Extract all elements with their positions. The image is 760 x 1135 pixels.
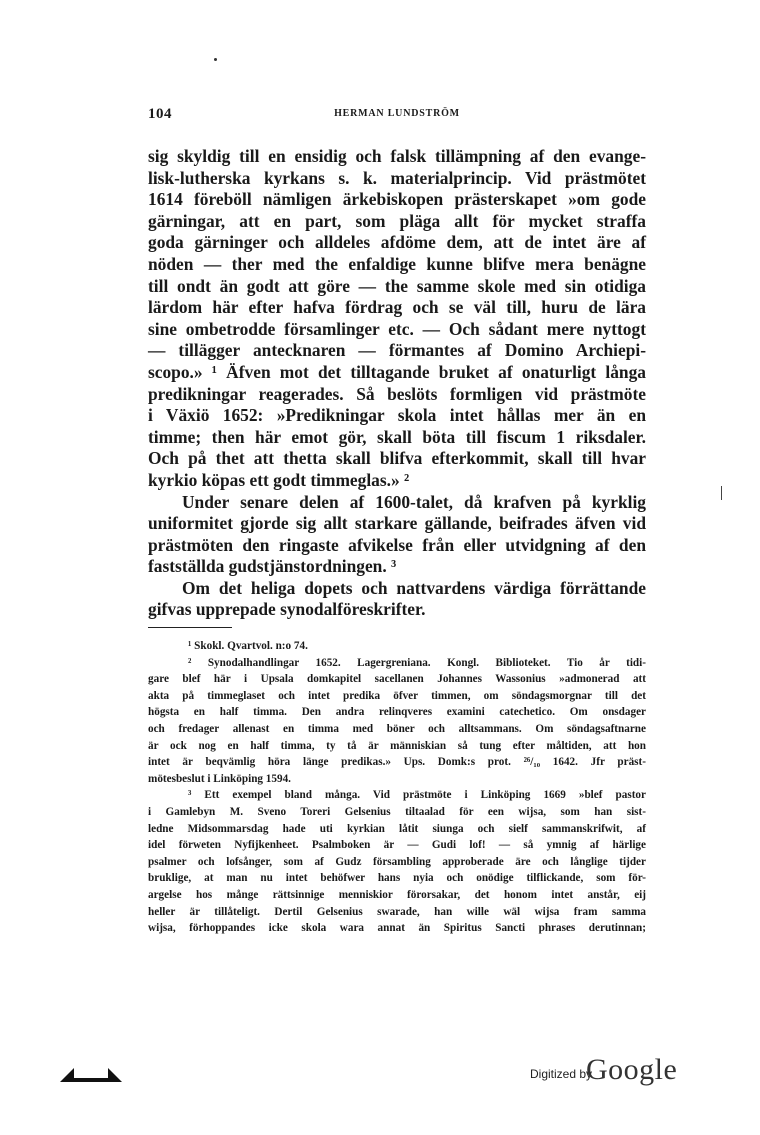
footnote-line: idel förweten Nyfijkenheet. Psalmboken är — Gudi lof! — så ymnig af härlige: [148, 839, 646, 852]
footnote-line: wijsa, förhoppandes icke skola wara annat än Spiritus Sancti phrases derutinnan;: [148, 922, 646, 935]
text-line: scopo.» ¹ Äfven mot det tilltagande bruket af onaturligt långa: [148, 361, 646, 382]
text-line: uniformitet gjorde sig allt starkare gällande, beifrades äfven vid: [148, 513, 646, 534]
text-line: gärningar, att en part, som pläga allt för mycket straffa: [148, 210, 646, 231]
footnote-line: argelse hos månge rättsinnige menniskior förorsakar, det honom intet anstår, eij: [148, 888, 646, 901]
text-line: sig skyldig till en ensidig och falsk tillämpning af den evange-: [148, 146, 646, 166]
text-line: 1614 föreböll nämligen ärkebiskopen prästerskapet »om gode: [148, 189, 646, 210]
page-number: 104: [148, 106, 172, 122]
speck: [214, 58, 217, 61]
text-line: Om det heliga dopets och nattvardens värdiga förrättande: [182, 577, 646, 598]
digitized-by-google-watermark: [530, 1053, 690, 1093]
text-line: Och på thet att thetta skall blifva efterkommit, skall till hvar: [148, 448, 646, 469]
text-line: kyrkio köpas ett godt timmeglas.» ²: [148, 469, 410, 490]
text-line: till ondt än godt att göre — the samme skole med sin otidiga: [148, 275, 646, 296]
text-line: — tillägger antecknaren — förmantes af Domino Archiepi-: [148, 340, 646, 361]
footnote-line: ³ Ett exempel bland många. Vid prästmöte i Linköping 1669 »blef pastor: [188, 789, 646, 802]
footnote-line: psalmer och lofsånger, som af Gudz försambling approberade äre och långlige tijder: [148, 855, 646, 868]
footnotes: [148, 638, 646, 937]
text-line: gifvas upprepade synodalföreskrifter.: [148, 599, 426, 620]
footnote-line: i Gamlebyn M. Sveno Toreri Gelsenius tiltaalad för een wijsa, som han sist-: [148, 805, 646, 818]
footnote-line: intet är beqvämlig höra länge predikas.» Ups. Domk:s prot. ²⁶/₁₀ 1642. Jfr präst-: [148, 756, 646, 769]
text-line: nöden — ther med the enfaldige kunne blifve mera benägne: [148, 253, 646, 274]
text-line: lisk-lutherska kyrkans s. k. materialprincip. Vid prästmötet: [148, 167, 646, 188]
footnote-line: mötesbeslut i Linköping 1594.: [148, 772, 291, 785]
text-line: Under senare delen af 1600-talet, då krafven på kyrklig: [182, 491, 646, 512]
footnote-line: ¹ Skokl. Qvartvol. n:o 74.: [188, 640, 308, 652]
main-text: [148, 146, 646, 621]
text-line: goda gärninger och alldeles afdöme dem, att de intet äre af: [148, 232, 646, 253]
text-line: predikningar reagerades. Så beslöts formligen vid prästmöte: [148, 383, 646, 404]
footnote-line: bruklige, at man nu intet behöfwer hans nyia och onödige tilflickande, som för-: [148, 872, 646, 885]
google-logo-text: Google: [586, 1053, 678, 1086]
page-header: [148, 106, 646, 128]
footnote-line: och fredager allenast en timma med böner och alltsammans. Om söndagsaftnarne: [148, 722, 646, 735]
footnote-rule: [148, 627, 232, 628]
footnote-line: ledne Midsommarsdag hade uti kyrkian låtit siunga och sielf sammanskrifwit, af: [148, 822, 646, 835]
text-line: i Växiö 1652: »Predikningar skola intet hållas mer än en: [148, 405, 646, 426]
footnote-line: gare blef här i Upsala domkapitel sacellanen Johannes Wassonius »admonerad att: [148, 673, 646, 686]
footnote-line: är ock nog en half timma, ty tå är människian så tung efter måltiden, att hon: [148, 739, 646, 752]
watermark-small-text: Digitized by: [530, 1067, 593, 1081]
text-line: timme; then här emot gör, skall böta till fiscum 1 riksdaler.: [148, 426, 646, 447]
footnote-line: ² Synodalhandlingar 1652. Lagergreniana. Kongl. Biblioteket. Tio år tidi-: [188, 656, 646, 669]
text-line: prästmöten den ringaste afvikelse från eller utvidgning af den: [148, 534, 646, 555]
footnote-line: heller är tillåteligt. Dertil Gelsenius swarade, han wille wäl wijsa fram samma: [148, 905, 646, 918]
footnote-line: akta på timmeglaset och intet predika öfver timmen, om söndagsmorgnar till det: [148, 689, 646, 702]
margin-mark: [721, 486, 722, 500]
text-line: fastställda gudstjänstordningen. ³: [148, 556, 397, 577]
text-line: lärdom här efter hafva fördrag och se väl till, huru de lära: [148, 297, 646, 318]
nav-arrows-icon[interactable]: [60, 1064, 122, 1084]
text-line: sine ombetrodde församlinger etc. — Och sådant mere nyttogt: [148, 318, 646, 339]
running-title: HERMAN LUNDSTRÖM: [334, 108, 460, 119]
footnote-line: högsta en half timma. Den andra relinqveres examini catechetico. Om onsdager: [148, 706, 646, 719]
